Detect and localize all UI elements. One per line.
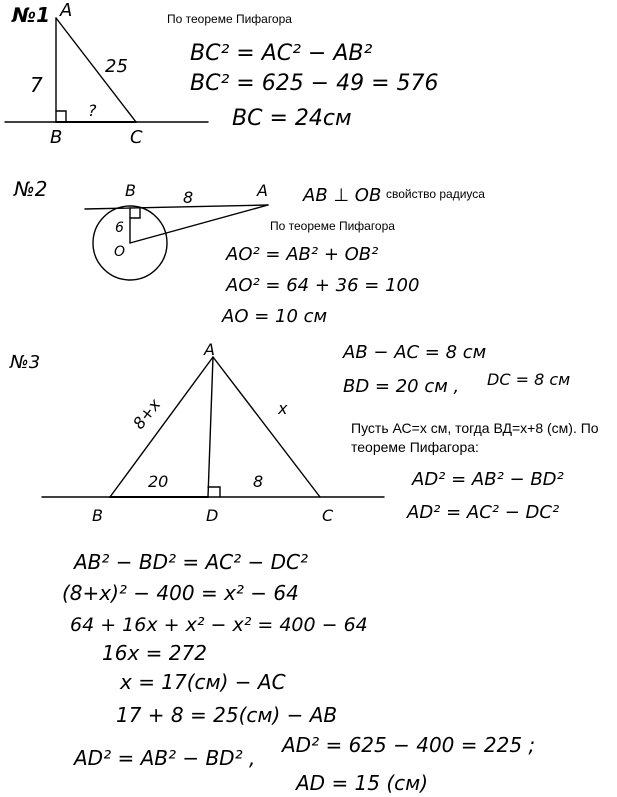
p3-given-3: DC = 8 см [487, 370, 571, 389]
p3-label-dc: 8 [253, 472, 264, 491]
p2-vertex-a: A [257, 181, 268, 200]
p3-equation-right-2: AD² = AC² − DC² [407, 502, 560, 523]
p3-final-right: AD² = 625 − 400 = 225 ; [282, 733, 536, 757]
p3-equation-right-1: AD² = AB² − BD² [412, 469, 564, 490]
p1-solution-line-2: BC² = 625 − 49 = 576 [190, 71, 439, 96]
problem-2 [13, 177, 485, 327]
p3-step-2: (8+x)² − 400 = x² − 64 [62, 581, 299, 605]
p3-label-ac: x [278, 399, 288, 418]
p1-label-7: 7 [30, 73, 43, 97]
p3-label-bd: 20 [148, 472, 169, 491]
p3-vertex-d: D [206, 506, 219, 525]
p1-label-unknown: ? [88, 101, 97, 120]
problem-1-number: №1 [12, 3, 50, 27]
p1-typed-note: По теореме Пифагора [167, 12, 292, 26]
p2-vertex-o: O [114, 244, 126, 260]
problem-3 [9, 340, 599, 795]
p3-step-5: x = 17(см) − AC [120, 670, 286, 694]
p1-solution-line-3: BC = 24см [232, 106, 352, 131]
p2-tangent-line [85, 205, 268, 209]
p3-right-angle-mark [208, 487, 220, 497]
problem-2-number: №2 [14, 177, 48, 201]
p3-final-left: AD² = AB² − BD² , [74, 746, 256, 770]
p1-right-angle-mark [56, 111, 66, 122]
p1-solution-line-1: BC² = AC² − AB² [190, 41, 373, 66]
p3-answer: AD = 15 (см) [296, 771, 429, 795]
p2-right-angle-mark [130, 208, 140, 218]
p2-solution-line-3: AO = 10 см [222, 306, 328, 327]
p3-altitude-ad [208, 357, 213, 497]
p3-vertex-a: A [204, 340, 215, 359]
p3-label-ab: 8+x [129, 395, 165, 433]
p3-step-6: 17 + 8 = 25(см) − AB [116, 703, 338, 727]
p1-vertex-c: C [130, 127, 143, 148]
p2-segment-ao [130, 205, 268, 243]
p2-solution-line-2: AO² = 64 + 36 = 100 [226, 275, 420, 296]
p3-side-ac [213, 357, 320, 497]
p2-label-6: 6 [115, 220, 124, 236]
p3-vertex-b: B [92, 506, 103, 525]
p3-step-1: AB² − BD² = AC² − DC² [74, 550, 309, 574]
p2-typed-property: свойство радиуса [386, 187, 485, 201]
problem-3-number: №3 [10, 352, 41, 373]
p2-label-8: 8 [183, 188, 194, 207]
p3-step-4: 16x = 272 [102, 641, 207, 665]
p3-typed-text-line-1: Пусть АС=х см, тогда ВД=х+8 (см). По [351, 420, 599, 436]
p2-typed-note: По теореме Пифагора [270, 219, 395, 233]
p3-given-2: BD = 20 см , [343, 376, 460, 397]
p1-vertex-b: B [50, 127, 63, 148]
p3-vertex-c: C [322, 506, 334, 525]
p1-vertex-a: A [60, 0, 73, 21]
p2-solution-line-1: AO² = AB² + OB² [226, 244, 379, 265]
p1-label-25: 25 [105, 56, 128, 77]
p3-step-3: 64 + 16x + x² − x² = 400 − 64 [70, 614, 368, 636]
p2-vertex-b: B [125, 181, 136, 200]
p3-given-1: AB − AC = 8 см [343, 342, 487, 363]
p3-typed-text-line-2: теореме Пифагора: [351, 439, 479, 455]
problem-1 [5, 0, 439, 148]
p2-perp-statement: AB ⊥ OB [303, 185, 382, 206]
